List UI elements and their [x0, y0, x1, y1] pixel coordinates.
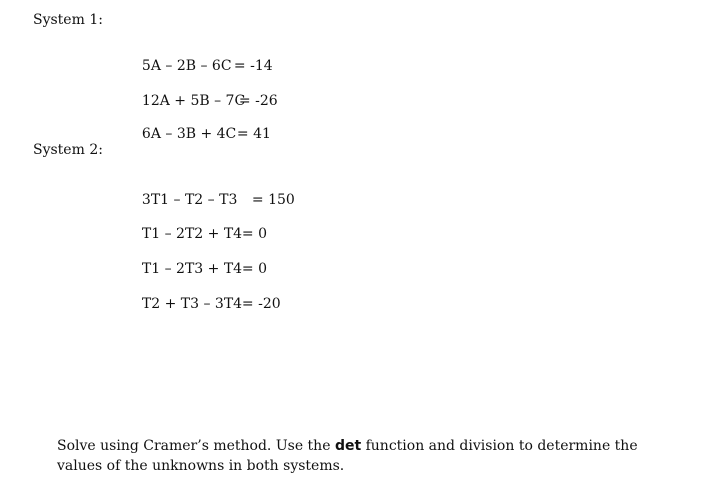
equation-rhs: = -14 — [233, 58, 273, 74]
equation-rhs: = 150 — [251, 192, 295, 208]
equation — [133, 110, 271, 142]
equation-lhs: 12A + 5B – 7C — [141, 93, 246, 109]
equation-lhs: 5A – 2B – 6C — [141, 58, 232, 74]
equation-lhs: 3T1 – T2 – T3 — [141, 192, 238, 208]
equation — [133, 42, 273, 74]
equation-lhs: T1 – 2T3 + T4 — [141, 261, 243, 277]
equation-rhs: = -26 — [238, 93, 278, 109]
equation-rhs: = 41 — [236, 126, 271, 142]
instructions-text: Solve using Cramer’s method. Use the — [57, 438, 335, 454]
instructions-paragraph — [57, 436, 657, 476]
equation-lhs: T1 – 2T2 + T4 — [141, 226, 243, 242]
equation-rhs: = -20 — [241, 296, 281, 312]
det-keyword: det — [334, 438, 362, 454]
system2-label: System 2: — [33, 142, 103, 158]
system1-label: System 1: — [33, 12, 103, 28]
equation — [133, 280, 281, 312]
equation-rhs: = 0 — [241, 261, 267, 277]
instructions-text: function and division to determine the values of the unknowns in both systems. — [57, 438, 638, 474]
equation — [133, 176, 295, 208]
equation — [133, 245, 267, 277]
equation — [133, 210, 267, 242]
equation-lhs: T2 + T3 – 3T4 — [141, 296, 243, 312]
equation — [133, 77, 278, 109]
equation-rhs: = 0 — [241, 226, 267, 242]
equation-lhs: 6A – 3B + 4C — [141, 126, 237, 142]
